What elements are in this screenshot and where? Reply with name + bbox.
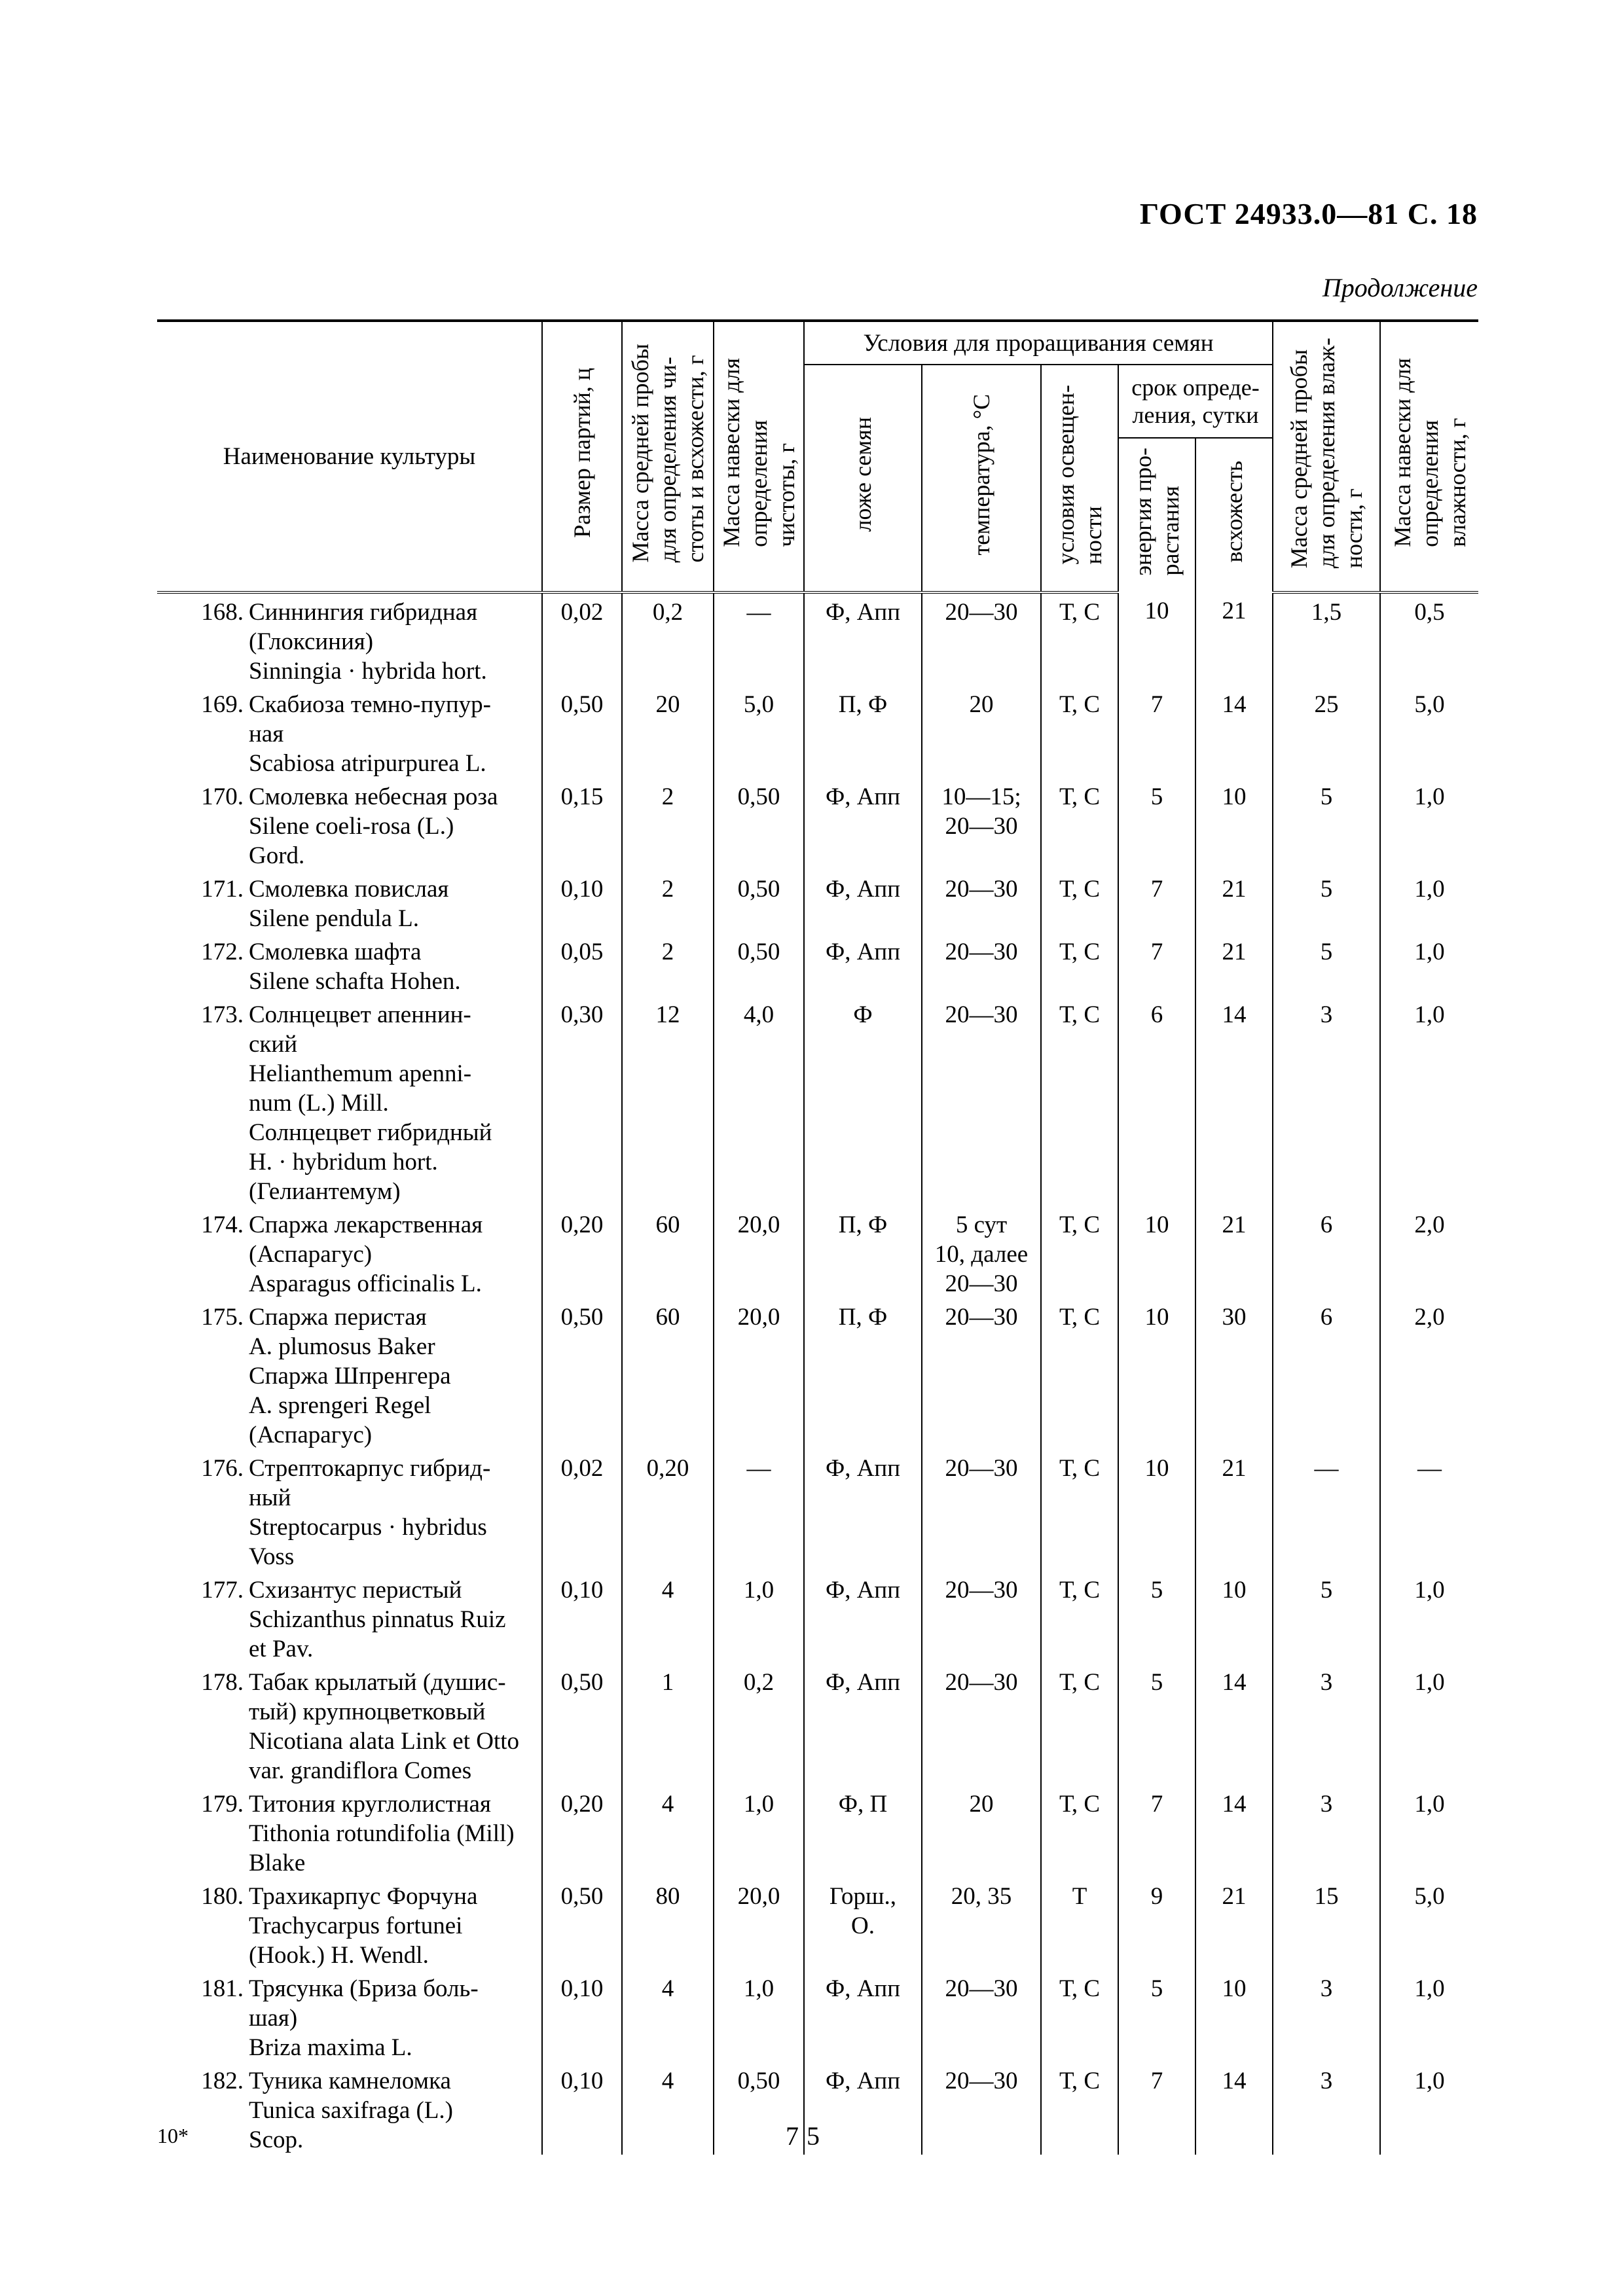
cell-seed-bed: Ф <box>804 996 922 1206</box>
crop-name-text: Спаржа перистая A. plumosus Baker Спаржа Шпренгера A. sprengeri Regel (Аспарагус) <box>249 1303 451 1448</box>
cell-moisture-weight: 5,0 <box>1380 1878 1478 1970</box>
row-number: 181. <box>201 1975 244 2002</box>
cell-crop-name <box>157 1450 542 1571</box>
cell-light-conditions: Т, С <box>1041 1299 1118 1450</box>
table-row <box>157 1878 1478 1970</box>
cell-moisture-weight: — <box>1380 1450 1478 1571</box>
cell-temperature: 20—30 <box>922 1571 1041 1664</box>
header-avg-sample-mass: Масса средней пробы для определения чи- стоты и всхожести, г <box>622 321 714 592</box>
cell-moisture-sample-mass: — <box>1273 1450 1380 1571</box>
cell-germination-energy: 5 <box>1118 1571 1195 1664</box>
cell-temperature: 5 сут 10, далее 20—30 <box>922 1206 1041 1299</box>
cell-moisture-sample-mass: 3 <box>1273 1785 1380 1878</box>
cell-moisture-sample-mass: 1,5 <box>1273 592 1380 686</box>
row-number: 179. <box>201 1790 244 1818</box>
cell-lot-size: 0,50 <box>542 1664 622 1785</box>
cell-seed-bed: Ф, Апп <box>804 2062 922 2155</box>
crop-name-text: Трахикарпус Форчуна Trachycarpus fortunei (Hook.) H. Wendl. <box>249 1882 478 1969</box>
cell-lot-size: 0,20 <box>542 1785 622 1878</box>
row-number: 174. <box>201 1211 244 1238</box>
cell-lot-size: 0,15 <box>542 778 622 870</box>
cell-moisture-weight: 1,0 <box>1380 996 1478 1206</box>
cell-germination-energy: 7 <box>1118 933 1195 996</box>
cell-germination: 21 <box>1195 592 1273 686</box>
cell-moisture-weight: 0,5 <box>1380 592 1478 686</box>
cell-light-conditions: Т, С <box>1041 686 1118 778</box>
table-row <box>157 1664 1478 1785</box>
crop-name-text: Солнцецвет апеннин- ский Helianthemum apenni- num (L.) Mill. Солнцецвет гибридный H. · hybridum hort. (Гелиантемум) <box>249 1001 492 1205</box>
cell-moisture-weight: 2,0 <box>1380 1299 1478 1450</box>
cell-moisture-weight: 1,0 <box>1380 1970 1478 2062</box>
cell-light-conditions: Т, С <box>1041 996 1118 1206</box>
cell-avg-sample-mass: 4 <box>622 1970 714 2062</box>
table-row <box>157 870 1478 933</box>
row-number: 182. <box>201 2067 244 2094</box>
header-moisture-weight: Масса навески для определения влажности, г <box>1380 321 1478 592</box>
row-number: 173. <box>201 1001 244 1028</box>
cell-light-conditions: Т, С <box>1041 1450 1118 1571</box>
cell-avg-sample-mass: 60 <box>622 1299 714 1450</box>
footnote-mark: 10* <box>157 2124 189 2147</box>
cell-germination: 21 <box>1195 1450 1273 1571</box>
table-row <box>157 1450 1478 1571</box>
cell-avg-sample-mass: 60 <box>622 1206 714 1299</box>
cell-avg-sample-mass: 0,2 <box>622 592 714 686</box>
cell-moisture-sample-mass: 5 <box>1273 870 1380 933</box>
cell-avg-sample-mass: 2 <box>622 933 714 996</box>
cell-temperature: 10—15; 20—30 <box>922 778 1041 870</box>
cell-temperature: 20 <box>922 1785 1041 1878</box>
table-row <box>157 1970 1478 2062</box>
table-row <box>157 1571 1478 1664</box>
cell-moisture-sample-mass: 3 <box>1273 1970 1380 2062</box>
cell-crop-name <box>157 2062 542 2155</box>
cell-avg-sample-mass: 12 <box>622 996 714 1206</box>
header-moisture-sample-mass: Масса средней пробы для определения влаж- ности, г <box>1273 321 1380 592</box>
cell-lot-size: 0,05 <box>542 933 622 996</box>
cell-avg-sample-mass: 2 <box>622 778 714 870</box>
cell-seed-bed: Ф, Апп <box>804 1664 922 1785</box>
row-number: 175. <box>201 1303 244 1331</box>
cell-purity-weight: 0,50 <box>714 933 804 996</box>
cell-purity-weight: — <box>714 592 804 686</box>
cell-crop-name <box>157 870 542 933</box>
cell-purity-weight: 0,50 <box>714 870 804 933</box>
cell-avg-sample-mass: 20 <box>622 686 714 778</box>
crop-name-text: Стрептокарпус гибрид- ный Streptocarpus · hybridus Voss <box>249 1454 491 1570</box>
cell-moisture-sample-mass: 15 <box>1273 1878 1380 1970</box>
row-number: 176. <box>201 1454 244 1482</box>
cell-germination-energy: 7 <box>1118 1785 1195 1878</box>
cell-temperature: 20 <box>922 686 1041 778</box>
cell-lot-size: 0,50 <box>542 1299 622 1450</box>
row-number: 169. <box>201 691 244 718</box>
cell-germination: 14 <box>1195 2062 1273 2155</box>
cell-moisture-weight: 1,0 <box>1380 933 1478 996</box>
cell-moisture-weight: 1,0 <box>1380 1664 1478 1785</box>
crop-name-text: Табак крылатый (душис- тый) крупноцветковый Nicotiana alata Link et Otto var. grandiflora Comes <box>249 1668 520 1784</box>
cell-crop-name <box>157 1878 542 1970</box>
cell-germination: 14 <box>1195 686 1273 778</box>
cell-purity-weight: 1,0 <box>714 1785 804 1878</box>
table-row <box>157 933 1478 996</box>
cell-germination-energy: 9 <box>1118 1878 1195 1970</box>
cell-light-conditions: Т, С <box>1041 1970 1118 2062</box>
cell-seed-bed: Горш., О. <box>804 1878 922 1970</box>
cell-moisture-sample-mass: 25 <box>1273 686 1380 778</box>
cell-light-conditions: Т, С <box>1041 1785 1118 1878</box>
table-header <box>157 321 1478 592</box>
header-germination-energy: энергия про- растания <box>1118 438 1195 592</box>
cell-crop-name <box>157 1299 542 1450</box>
cell-lot-size: 0,50 <box>542 1878 622 1970</box>
crop-name-text: Схизантус перистый Schizanthus pinnatus Ruiz et Pav. <box>249 1576 506 1662</box>
cell-crop-name <box>157 1785 542 1878</box>
crop-name-text: Синнингия гибридная (Глоксиния) Sinningia · hybrida hort. <box>249 598 487 685</box>
table-row <box>157 778 1478 870</box>
header-seed-bed: ложе семян <box>804 365 922 592</box>
cell-germination-energy: 10 <box>1118 1299 1195 1450</box>
cell-avg-sample-mass: 1 <box>622 1664 714 1785</box>
cell-crop-name <box>157 686 542 778</box>
header-germination-conditions: Условия для проращивания семян <box>804 321 1273 365</box>
table-row <box>157 1299 1478 1450</box>
cell-moisture-sample-mass: 5 <box>1273 1571 1380 1664</box>
cell-purity-weight: 0,2 <box>714 1664 804 1785</box>
cell-moisture-sample-mass: 6 <box>1273 1206 1380 1299</box>
cell-avg-sample-mass: 4 <box>622 1571 714 1664</box>
cell-seed-bed: Ф, Апп <box>804 592 922 686</box>
cell-purity-weight: 20,0 <box>714 1299 804 1450</box>
cell-lot-size: 0,02 <box>542 592 622 686</box>
cell-crop-name <box>157 1970 542 2062</box>
cell-moisture-sample-mass: 3 <box>1273 2062 1380 2155</box>
crop-name-text: Спаржа лекарственная (Аспарагус) Asparagus officinalis L. <box>249 1211 483 1297</box>
cell-moisture-weight: 1,0 <box>1380 870 1478 933</box>
cell-germination: 21 <box>1195 870 1273 933</box>
continuation-label: Продолжение <box>1322 273 1478 302</box>
cell-purity-weight: 0,50 <box>714 2062 804 2155</box>
cell-crop-name <box>157 778 542 870</box>
row-number: 180. <box>201 1882 244 1910</box>
cell-avg-sample-mass: 4 <box>622 1785 714 1878</box>
cell-germination: 21 <box>1195 1878 1273 1970</box>
cell-temperature: 20—30 <box>922 1970 1041 2062</box>
cell-lot-size: 0,02 <box>542 1450 622 1571</box>
cell-moisture-weight: 1,0 <box>1380 1571 1478 1664</box>
row-number: 177. <box>201 1576 244 1604</box>
crop-name-text: Смолевка повислая Silene pendula L. <box>249 875 449 932</box>
row-number: 172. <box>201 938 244 965</box>
cell-crop-name <box>157 1206 542 1299</box>
cell-purity-weight: 5,0 <box>714 686 804 778</box>
cell-seed-bed: Ф, Апп <box>804 1450 922 1571</box>
cell-germination-energy: 5 <box>1118 1664 1195 1785</box>
row-number: 178. <box>201 1668 244 1696</box>
cell-germination-energy: 10 <box>1118 1206 1195 1299</box>
cell-moisture-sample-mass: 3 <box>1273 1664 1380 1785</box>
cell-lot-size: 0,10 <box>542 870 622 933</box>
cell-purity-weight: 4,0 <box>714 996 804 1206</box>
cell-temperature: 20, 35 <box>922 1878 1041 1970</box>
cell-crop-name <box>157 1571 542 1664</box>
table-row <box>157 1785 1478 1878</box>
seed-standards-table <box>157 319 1478 2155</box>
cell-seed-bed: П, Ф <box>804 1299 922 1450</box>
cell-seed-bed: Ф, П <box>804 1785 922 1878</box>
cell-light-conditions: Т, С <box>1041 2062 1118 2155</box>
cell-seed-bed: П, Ф <box>804 1206 922 1299</box>
cell-avg-sample-mass: 4 <box>622 2062 714 2155</box>
cell-germination-energy: 7 <box>1118 2062 1195 2155</box>
cell-germination-energy: 7 <box>1118 870 1195 933</box>
row-number: 171. <box>201 875 244 903</box>
cell-germination-energy: 10 <box>1118 592 1195 686</box>
cell-moisture-sample-mass: 5 <box>1273 778 1380 870</box>
cell-seed-bed: Ф, Апп <box>804 933 922 996</box>
header-light-conditions: условия освещен- ности <box>1041 365 1118 592</box>
cell-lot-size: 0,50 <box>542 686 622 778</box>
row-number: 168. <box>201 598 244 626</box>
cell-moisture-sample-mass: 3 <box>1273 996 1380 1206</box>
cell-moisture-sample-mass: 6 <box>1273 1299 1380 1450</box>
crop-name-text: Смолевка шафта Silene schafta Hohen. <box>249 938 461 995</box>
cell-seed-bed: Ф, Апп <box>804 778 922 870</box>
cell-light-conditions: Т, С <box>1041 933 1118 996</box>
crop-name-text: Туника камнеломка Tunica saxifraga (L.) Scop. <box>249 2067 454 2153</box>
cell-temperature: 20—30 <box>922 1664 1041 1785</box>
cell-avg-sample-mass: 0,20 <box>622 1450 714 1571</box>
cell-germination: 21 <box>1195 933 1273 996</box>
table-row <box>157 686 1478 778</box>
page-number: 75 <box>786 2121 828 2151</box>
cell-lot-size: 0,10 <box>542 1571 622 1664</box>
crop-name-text: Смолевка небесная роза Silene coeli-rosa (L.) Gord. <box>249 783 498 869</box>
header-lot-size: Размер партий, ц <box>542 321 622 592</box>
cell-light-conditions: Т, С <box>1041 1206 1118 1299</box>
crop-name-text: Трясунка (Бриза боль- шая) Briza maxima L. <box>249 1975 479 2061</box>
cell-germination: 21 <box>1195 1206 1273 1299</box>
cell-moisture-weight: 1,0 <box>1380 2062 1478 2155</box>
header-purity-weight: Масса навески для определения чистоты, г <box>714 321 804 592</box>
cell-moisture-weight: 2,0 <box>1380 1206 1478 1299</box>
cell-germination-energy: 5 <box>1118 778 1195 870</box>
cell-crop-name <box>157 933 542 996</box>
row-number: 170. <box>201 783 244 810</box>
cell-crop-name <box>157 996 542 1206</box>
cell-germination: 14 <box>1195 996 1273 1206</box>
cell-crop-name <box>157 592 542 686</box>
cell-avg-sample-mass: 80 <box>622 1878 714 1970</box>
crop-name-text: Титония круглолистная Tithonia rotundifolia (Mill) Blake <box>249 1790 515 1876</box>
cell-purity-weight: — <box>714 1450 804 1571</box>
cell-germination: 30 <box>1195 1299 1273 1450</box>
table-row <box>157 1206 1478 1299</box>
cell-moisture-weight: 1,0 <box>1380 1785 1478 1878</box>
cell-light-conditions: Т, С <box>1041 1571 1118 1664</box>
table-body <box>157 592 1478 2155</box>
cell-moisture-weight: 5,0 <box>1380 686 1478 778</box>
cell-purity-weight: 1,0 <box>714 1571 804 1664</box>
cell-germination: 10 <box>1195 1970 1273 2062</box>
cell-lot-size: 0,10 <box>542 1970 622 2062</box>
cell-light-conditions: Т, С <box>1041 1664 1118 1785</box>
cell-moisture-sample-mass: 5 <box>1273 933 1380 996</box>
cell-germination: 10 <box>1195 1571 1273 1664</box>
cell-germination: 10 <box>1195 778 1273 870</box>
cell-seed-bed: П, Ф <box>804 686 922 778</box>
crop-name-text: Скабиоза темно-пупур- ная Scabiosa atripurpurea L. <box>249 691 491 777</box>
cell-germination-energy: 10 <box>1118 1450 1195 1571</box>
cell-moisture-weight: 1,0 <box>1380 778 1478 870</box>
document-title: ГОСТ 24933.0—81 С. 18 <box>1139 197 1478 230</box>
cell-lot-size: 0,30 <box>542 996 622 1206</box>
cell-purity-weight: 20,0 <box>714 1206 804 1299</box>
cell-germination-energy: 6 <box>1118 996 1195 1206</box>
cell-seed-bed: Ф, Апп <box>804 870 922 933</box>
cell-seed-bed: Ф, Апп <box>804 1970 922 2062</box>
cell-lot-size: 0,10 <box>542 2062 622 2155</box>
cell-light-conditions: Т, С <box>1041 778 1118 870</box>
cell-purity-weight: 1,0 <box>714 1970 804 2062</box>
cell-temperature: 20—30 <box>922 996 1041 1206</box>
header-crop-name: Наименование культуры <box>157 321 542 592</box>
cell-lot-size: 0,20 <box>542 1206 622 1299</box>
cell-light-conditions: Т, С <box>1041 592 1118 686</box>
cell-light-conditions: Т <box>1041 1878 1118 1970</box>
table-row <box>157 592 1478 686</box>
cell-purity-weight: 0,50 <box>714 778 804 870</box>
cell-temperature: 20—30 <box>922 870 1041 933</box>
header-term-days: срок опреде- ления, сутки <box>1118 365 1273 438</box>
cell-crop-name <box>157 1664 542 1785</box>
cell-seed-bed: Ф, Апп <box>804 1571 922 1664</box>
cell-germination-energy: 5 <box>1118 1970 1195 2062</box>
table-row <box>157 996 1478 1206</box>
cell-germination: 14 <box>1195 1785 1273 1878</box>
cell-temperature: 20—30 <box>922 1450 1041 1571</box>
header-germination: всхожесть <box>1195 438 1273 592</box>
cell-germination: 14 <box>1195 1664 1273 1785</box>
header-temperature: температура, °С <box>922 365 1041 592</box>
cell-avg-sample-mass: 2 <box>622 870 714 933</box>
cell-light-conditions: Т, С <box>1041 870 1118 933</box>
cell-temperature: 20—30 <box>922 592 1041 686</box>
cell-temperature: 20—30 <box>922 933 1041 996</box>
cell-temperature: 20—30 <box>922 2062 1041 2155</box>
cell-temperature: 20—30 <box>922 1299 1041 1450</box>
cell-purity-weight: 20,0 <box>714 1878 804 1970</box>
cell-germination-energy: 7 <box>1118 686 1195 778</box>
